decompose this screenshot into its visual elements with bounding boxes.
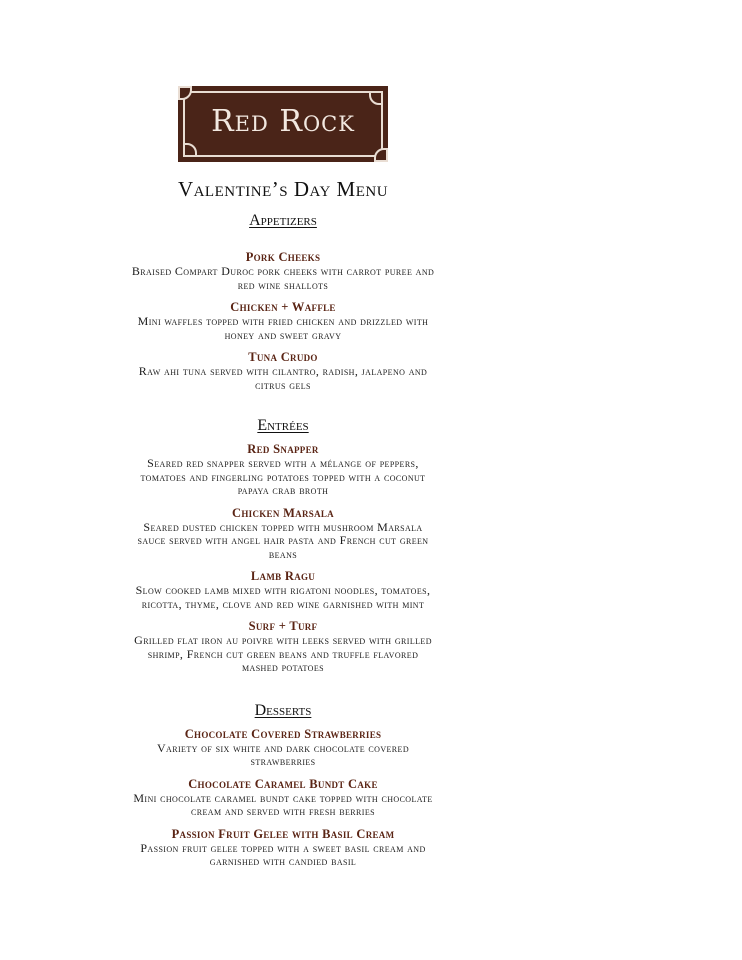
item-name: Lamb Ragu <box>250 569 316 583</box>
item-description: Braised Compart Duroc pork cheeks with carrot puree and red wine shallots <box>131 264 435 292</box>
item-description: Mini chocolate caramel bundt cake topped with chocolate cream and served with fresh berries <box>133 790 433 818</box>
item-description: Raw ahi tuna served with cilantro, radish, jalapeno and citrus gels <box>138 364 428 392</box>
item-name: Chocolate Covered Strawberries <box>184 726 382 741</box>
menu-item <box>60 506 506 562</box>
item-name: Red Snapper <box>247 442 319 456</box>
item-name: Chocolate Caramel Bundt Cake <box>188 776 378 791</box>
item-description: Mini waffles topped with fried chicken and drizzled with honey and sweet gravy <box>137 314 429 342</box>
item-name: Surf + Turf <box>248 619 318 633</box>
menu-item <box>60 827 506 869</box>
item-description: Grilled flat iron au poivre with leeks served with grilled shrimp, French cut green beans and truffle flavored mashed potatoes <box>134 633 432 674</box>
menu-title: Valentine’s Day Menu <box>177 177 389 201</box>
item-description: Variety of six white and dark chocolate covered strawberries <box>156 740 409 768</box>
menu-item <box>60 777 506 819</box>
menu-item <box>60 350 506 392</box>
item-description: Slow cooked lamb mixed with rigatoni noodles, tomatoes, ricotta, thyme, clove and red wine garnished with mint <box>135 583 431 611</box>
section-entrees <box>60 416 506 675</box>
menu-item <box>60 442 506 498</box>
menu-item <box>60 727 506 769</box>
menu-item <box>60 300 506 342</box>
item-description: Seared red snapper served with a mélange of peppers, tomatoes and fingerling potatoes topped with a coconut papaya crab broth <box>140 456 426 497</box>
menu-item <box>60 619 506 675</box>
menu-item <box>60 569 506 611</box>
item-name: Passion Fruit Gelee with Basil Cream <box>171 826 395 841</box>
logo-corner <box>369 91 383 105</box>
item-name: Chicken + Waffle <box>230 300 336 314</box>
logo-text: Red Rock <box>211 104 355 139</box>
menu-content <box>60 176 506 877</box>
section-title: Entrées <box>257 417 309 434</box>
logo-corner <box>183 143 197 157</box>
section-title: Appetizers <box>249 212 317 229</box>
section-title: Desserts <box>254 701 312 719</box>
section-desserts <box>60 701 506 869</box>
item-name: Pork Cheeks <box>245 250 321 264</box>
menu-item <box>60 250 506 292</box>
section-appetizers <box>60 211 506 392</box>
item-description: Seared dusted chicken topped with mushroom Marsala sauce served with angel hair pasta and French cut green beans <box>137 519 429 561</box>
item-name: Tuna Crudo <box>248 350 318 364</box>
red-rock-logo <box>178 86 388 162</box>
item-name: Chicken Marsala <box>232 505 334 520</box>
item-description: Passion fruit gelee topped with a sweet basil cream and garnished with candied basil <box>140 840 426 868</box>
